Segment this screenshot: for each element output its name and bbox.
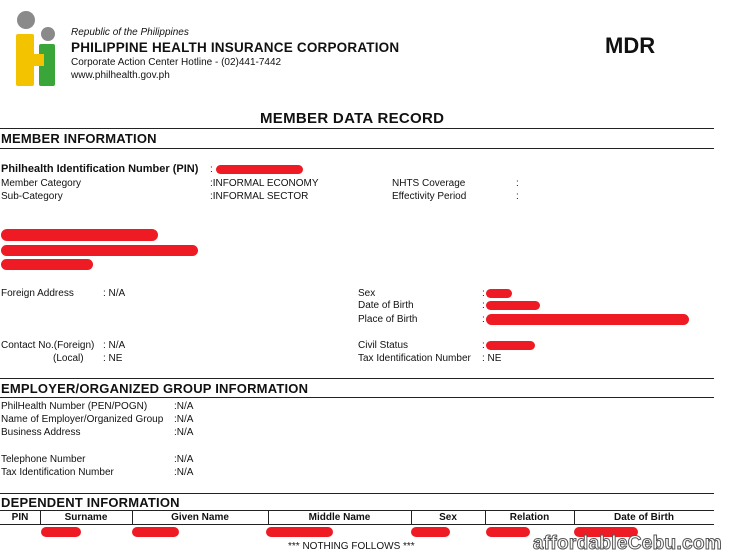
rule-bottom-member	[0, 148, 714, 149]
col-middle-name: Middle Name	[308, 512, 371, 523]
pin-label: Philhealth Identification Number (PIN)	[1, 163, 199, 175]
dob-sep: :	[482, 300, 485, 311]
telephone-label: Telephone Number	[1, 454, 86, 465]
col-given-name: Given Name	[171, 512, 229, 523]
logo-gray-dot-small	[41, 27, 55, 41]
business-address-label: Business Address	[1, 427, 81, 438]
foreign-address-value: : N/A	[103, 288, 126, 299]
nothing-follows: *** NOTHING FOLLOWS ***	[288, 541, 415, 552]
sex-sep: :	[482, 288, 485, 299]
logo-gray-dot-large	[17, 11, 35, 29]
member-category-label: Member Category	[1, 178, 82, 189]
employer-name-value: :N/A	[174, 414, 194, 425]
contact-local-label: (Local)	[53, 353, 84, 364]
redaction-pob	[486, 314, 689, 325]
pin-sep: :	[210, 164, 213, 175]
philhealth-logo	[10, 8, 66, 88]
foreign-address-label: Foreign Address	[1, 288, 74, 299]
sub-category-value: :INFORMAL SECTOR	[210, 191, 309, 202]
contact-local-value: : NE	[103, 353, 123, 364]
rule-top-member	[0, 128, 714, 129]
redaction-dep-middle-name	[266, 527, 333, 537]
org-name: PHILIPPINE HEALTH INSURANCE CORPORATION	[71, 40, 400, 55]
sub-category-label: Sub-Category	[1, 191, 63, 202]
effectivity-sep: :	[516, 191, 519, 202]
tin-label: Tax Identification Number	[358, 353, 471, 364]
website-text: www.philhealth.gov.ph	[71, 70, 170, 81]
logo-yellow-link	[30, 54, 44, 66]
business-address-value: :N/A	[174, 427, 194, 438]
sex-label: Sex	[358, 288, 376, 299]
employer-tin-value: :N/A	[174, 467, 194, 478]
watermark: affordableCebu.com	[532, 533, 722, 554]
redaction-dob	[486, 301, 540, 310]
hotline-text: Corporate Action Center Hotline - (02)441-7442	[71, 57, 282, 68]
nhts-label: NHTS Coverage	[392, 178, 466, 189]
telephone-value: :N/A	[174, 454, 194, 465]
pob-label: Place of Birth	[358, 314, 418, 325]
redaction-dep-sex	[411, 527, 450, 537]
redaction-civil-status	[486, 341, 535, 350]
document-title: MEMBER DATA RECORD	[260, 110, 445, 127]
redaction-pin	[216, 165, 303, 174]
tin-value: : NE	[482, 353, 502, 364]
civil-status-sep: :	[482, 340, 485, 351]
civil-status-label: Civil Status	[358, 340, 409, 351]
redaction-address-2	[1, 259, 93, 270]
employer-pen-label: PhilHealth Number (PEN/POGN)	[1, 401, 148, 412]
member-info-title: MEMBER INFORMATION	[1, 131, 157, 146]
contact-foreign-label: Contact No.(Foreign)	[1, 340, 95, 351]
member-category-value: :INFORMAL ECONOMY	[210, 178, 319, 189]
employer-info-title: EMPLOYER/ORGANIZED GROUP INFORMATION	[1, 381, 309, 396]
contact-foreign-value: : N/A	[103, 340, 126, 351]
republic-text: Republic of the Philippines	[71, 27, 189, 38]
redaction-dep-relation	[486, 527, 530, 537]
col-sex: Sex	[439, 512, 457, 523]
rule-bottom-employer	[0, 397, 714, 398]
form-code: MDR	[605, 33, 656, 58]
dob-label: Date of Birth	[358, 300, 414, 311]
dependent-info-title: DEPENDENT INFORMATION	[1, 495, 180, 510]
rule-dependent-header-top	[0, 510, 714, 511]
employer-tin-label: Tax Identification Number	[1, 467, 114, 478]
redaction-dep-given-name	[132, 527, 179, 537]
effectivity-label: Effectivity Period	[392, 191, 467, 202]
col-pin: PIN	[11, 512, 29, 523]
rule-top-dependent	[0, 493, 714, 494]
nhts-sep: :	[516, 178, 519, 189]
col-date-of-birth: Date of Birth	[614, 512, 674, 523]
rule-dependent-header-bottom	[0, 524, 714, 525]
col-relation: Relation	[509, 512, 550, 523]
redaction-name	[1, 229, 158, 241]
redaction-sex	[486, 289, 512, 298]
employer-pen-value: :N/A	[174, 401, 194, 412]
employer-name-label: Name of Employer/Organized Group	[1, 414, 164, 425]
redaction-address-1	[1, 245, 198, 256]
rule-top-employer	[0, 378, 714, 379]
pob-sep: :	[482, 314, 485, 325]
redaction-dep-surname	[41, 527, 81, 537]
col-surname: Surname	[64, 512, 108, 523]
